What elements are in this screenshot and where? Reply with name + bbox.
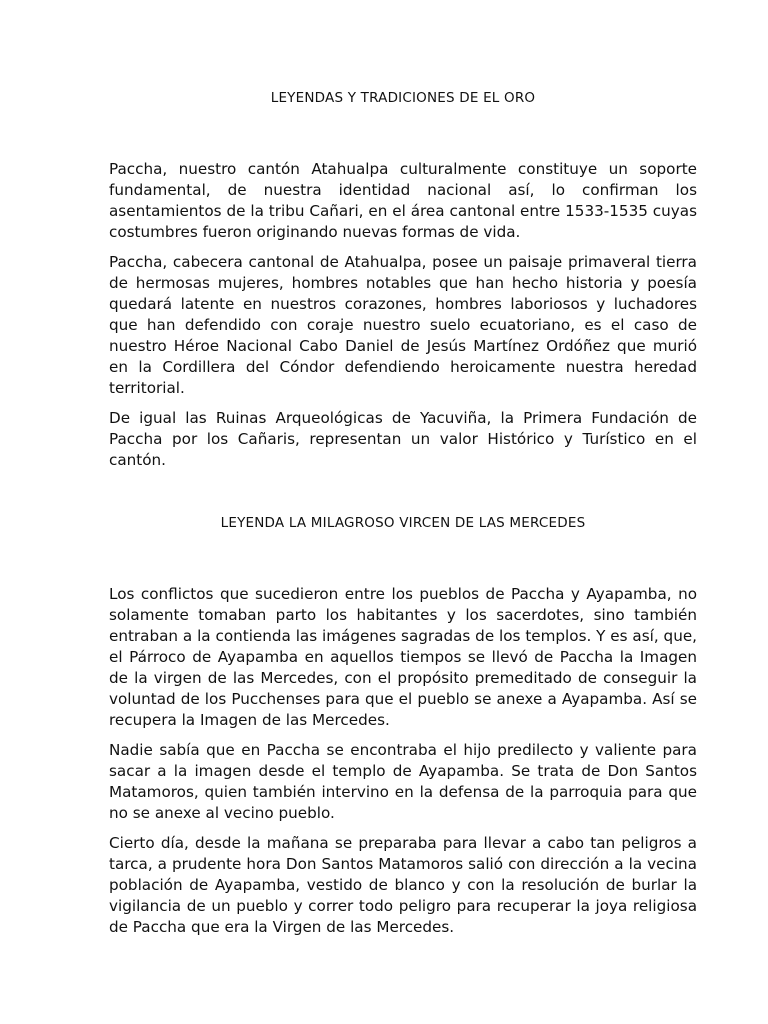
section-title-virgen-mercedes: LEYENDA LA MILAGROSO VIRCEN DE LAS MERCEDES	[220, 515, 586, 531]
paragraph-paccha-canton: Paccha, nuestro cantón Atahualpa culturalmente constituye un soporte fundamental, de nuestra identidad nacional así, lo confirman los asentamientos de la tribu Cañari, en el área cantonal entre 1533-1535 cuyas costumbres fueron originando nuevas formas de vida.	[109, 160, 697, 241]
paragraph-conflictos: Los conflictos que sucedieron entre los pueblos de Paccha y Ayapamba, no solamente tomaban parto los habitantes y los sacerdotes, sino también entraban a la contienda las imágenes sagradas de los templos. Y es así, que, el Párroco de Ayapamba en aquellos tiempos se llevó de Paccha la Imagen de la virgen de las Mercedes, con el propósito premeditado de conseguir la voluntad de los Pucchenses para que el pueblo se anexe a Ayapamba. Así se recupera la Imagen de las Mercedes.	[109, 585, 697, 729]
section-title-leyendas-tradiciones: LEYENDAS Y TRADICIONES DE EL ORO	[270, 90, 536, 106]
paragraph-ruinas-yacuvina: De igual las Ruinas Arqueológicas de Yacuviña, la Primera Fundación de Paccha por los Cañaris, representan un valor Histórico y Turístico en el cantón.	[109, 409, 697, 469]
paragraph-cabecera-cantonal: Paccha, cabecera cantonal de Atahualpa, posee un paisaje primaveral tierra de hermosas mujeres, hombres notables que han hecho historia y poesía quedará latente en nuestros corazones, hombres laboriosos y luchadores que han defendido con coraje nuestro suelo ecuatoriano, es el caso de nuestro Héroe Nacional Cabo Daniel de Jesús Martínez Ordóñez que murió en la Cordillera del Cóndor defendiendo heroicamente nuestra heredad territorial.	[109, 253, 697, 397]
paragraph-cierto-dia: Cierto día, desde la mañana se preparaba para llevar a cabo tan peligros a tarca, a prudente hora Don Santos Matamoros salió con dirección a la vecina población de Ayapamba, vestido de blanco y con la resolución de burlar la vigilancia de un pueblo y correr todo peligro para recuperar la joya religiosa de Paccha que era la Virgen de las Mercedes.	[109, 834, 697, 936]
document-body	[109, 86, 697, 938]
paragraph-santos-matamoros: Nadie sabía que en Paccha se encontraba el hijo predilecto y valiente para sacar a la imagen desde el templo de Ayapamba. Se trata de Don Santos Matamoros, quien también intervino en la defensa de la parroquia para que no se anexe al vecino pueblo.	[109, 741, 697, 822]
